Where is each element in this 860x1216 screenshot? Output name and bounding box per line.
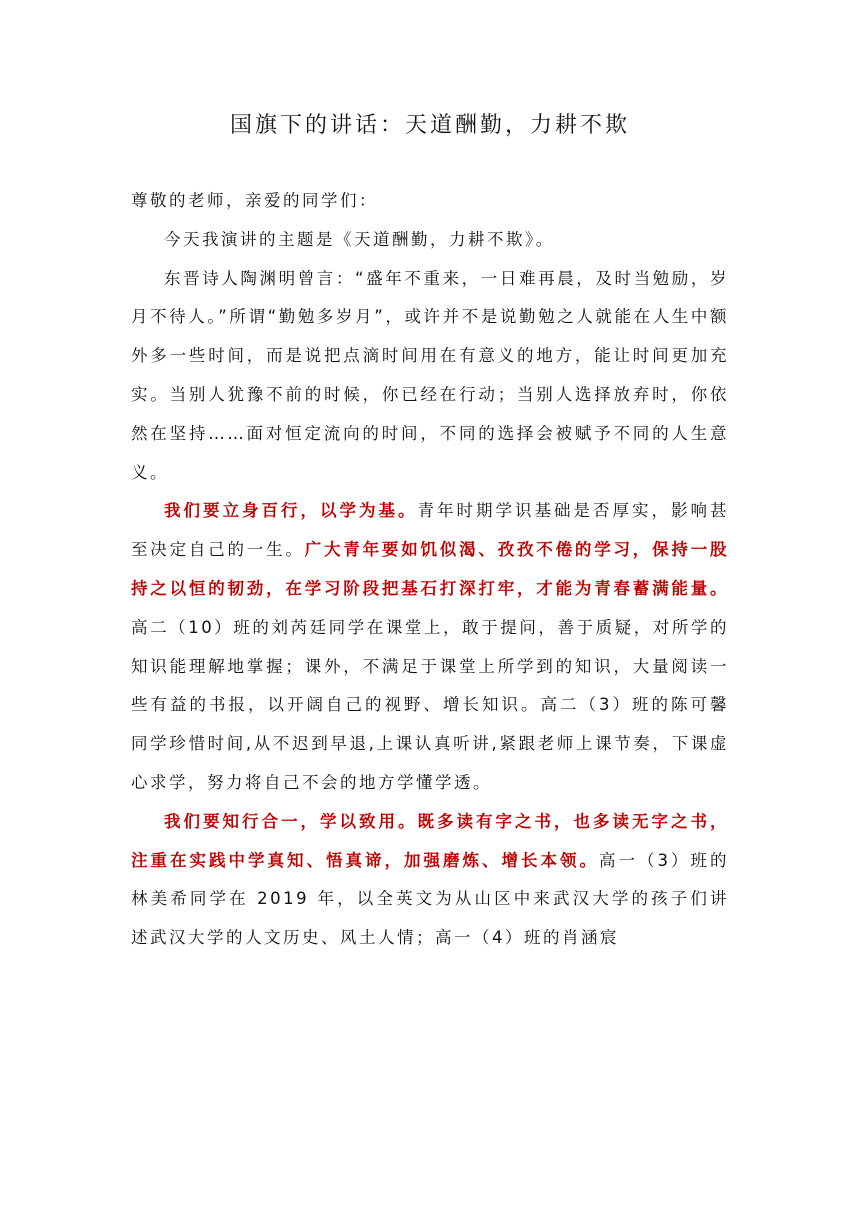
body-text: 高一（3）班的林美希同学在 2019 年，以全英文为从山区中来武汉大学的孩子们讲述武汉大学的人文历史、风土人情；高一（4）班的肖涵宸 [131, 850, 729, 948]
paragraph-knowledge-practice [131, 803, 729, 958]
paragraph-topic: 今天我演讲的主题是《天道酬勤，力耕不欺》。 [164, 229, 555, 249]
body-text: 青年时期学识基础是否厚实，影响甚至决定自己的一生。 [131, 501, 729, 560]
document-title: 国旗下的讲话：天道酬勤，力耕不欺 [229, 113, 630, 138]
body-text: 高二（10）班的刘芮廷同学在课堂上，敢于提问，善于质疑，对所学的知识能理解地掌握；课外，不满足于课堂上所学到的知识，大量阅读一些有益的书报，以开阔自己的视野、增长知识。高二（3）班的陈可馨同学珍惜时间,从不迟到早退,上课认真听讲,紧跟老师上课节奏，下课虚心求学，努力将自己不会的地方学懂学透。 [131, 617, 729, 792]
paragraph-tao-yuanming: 东晋诗人陶渊明曾言：“盛年不重来，一日难再晨，及时当勉励，岁月不待人。”所谓“勤勉多岁月”，或许并不是说勤勉之人就能在人生中额外多一些时间，而是说把点滴时间用在有意义的地方，能让时间更加充实。当别人犹豫不前的时候，你已经在行动；当别人选择放弃时，你依然在坚持……面对恒定流向的时间，不同的选择会被赋予不同的人生意义。 [131, 268, 729, 482]
emphasis-text: 我们要知行合一，学以致用。既多读有字之书，也多读无字之书，注重在实践中学真知、悟真谛，加强磨炼、增长本领。 [131, 811, 729, 870]
emphasis-text: 我们要立身百行，以学为基。 [164, 501, 418, 521]
emphasis-text: 广大青年要如饥似渴、孜孜不倦的学习，保持一股持之以恒的韧劲，在学习阶段把基石打深打牢，才能为青春蓄满能量。 [131, 540, 730, 598]
document-page [131, 106, 729, 958]
paragraph-study-foundation [131, 492, 729, 802]
salutation: 尊敬的老师，亲爱的同学们： [131, 191, 378, 210]
